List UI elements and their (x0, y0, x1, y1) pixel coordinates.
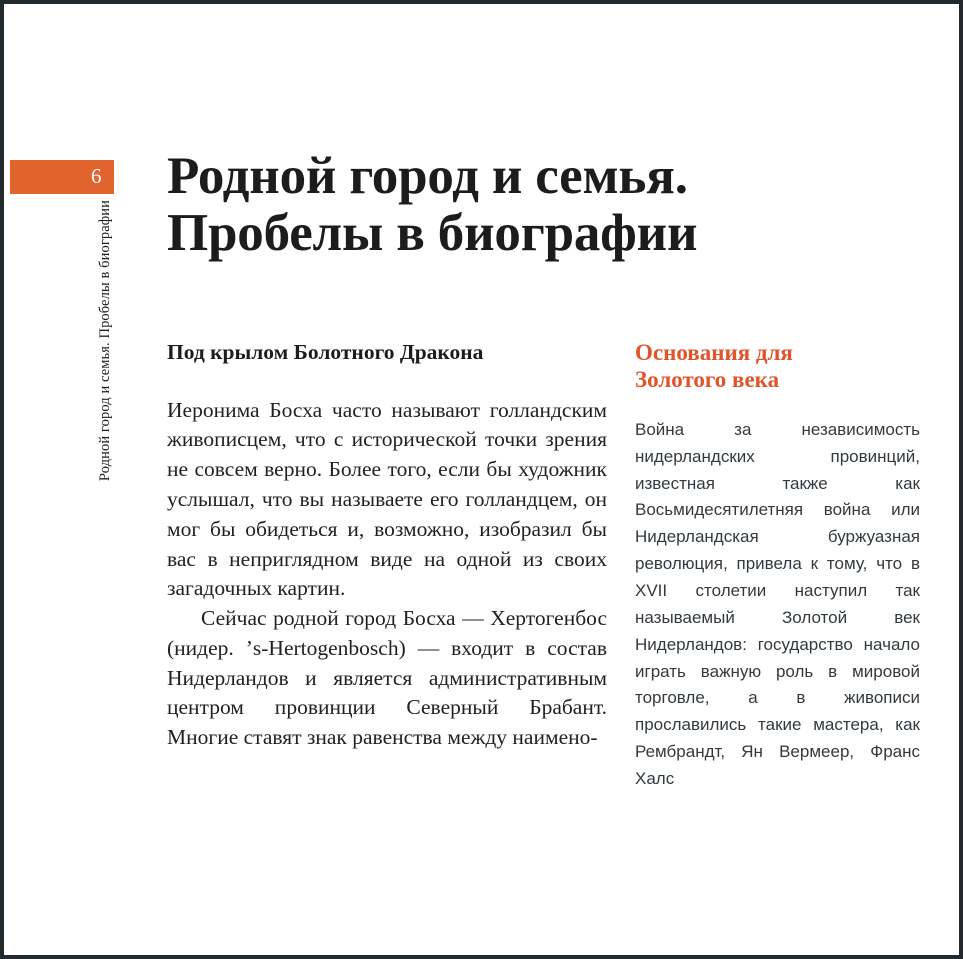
content-columns (167, 340, 922, 793)
body-paragraph: Иеронима Босха часто называют голландским живописцем, что с исторической точки зрения не совсем верно. Более того, если бы художник услышал, что вы называете его голландцем, он мог бы обидеться и, возможно, изобразил бы вас в неприглядном виде на одной из своих загадочных картин. (167, 397, 607, 601)
page-title-line-1: Родной город и семья. (167, 147, 688, 205)
page-number-tab (10, 160, 114, 194)
main-column (167, 340, 607, 753)
sidebar-heading-line-2: Золотого века (635, 366, 780, 392)
page-number: 6 (91, 164, 102, 189)
sidebar-heading (635, 340, 920, 394)
running-head (4, 200, 114, 530)
sidebar-body-text: Война за независимость нидерландских провинций, известная также как Восьмидесятилетняя война или Нидерландская буржуазная революция, привела к тому, что в XVII столетии наступил так называемый Золотой век Нидерландов: государство начало играть важную роль в мировой торговле, а в живописи прославились такие мастера, как Рембрандт, Ян Вермеер, Франс Халс (635, 419, 920, 788)
sidebar-heading-line-1: Основания для (635, 340, 793, 365)
body-paragraph: Сейчас родной город Босха — Хертогенбос (нидер. ’s-Hertogenbosch) — входит в состав Нидерландов и является административным центром провинции Северный Брабант. Многие ставят знак равенства между наимено- (167, 606, 607, 750)
page-title-line-2: Пробелы в биографии (167, 204, 698, 263)
sidebar-column (635, 340, 920, 793)
running-head-text: Родной город и семья. Пробелы в биографии (97, 200, 113, 482)
section-heading: Под крылом Болотного Дракона (167, 340, 484, 364)
page-title (167, 148, 847, 262)
